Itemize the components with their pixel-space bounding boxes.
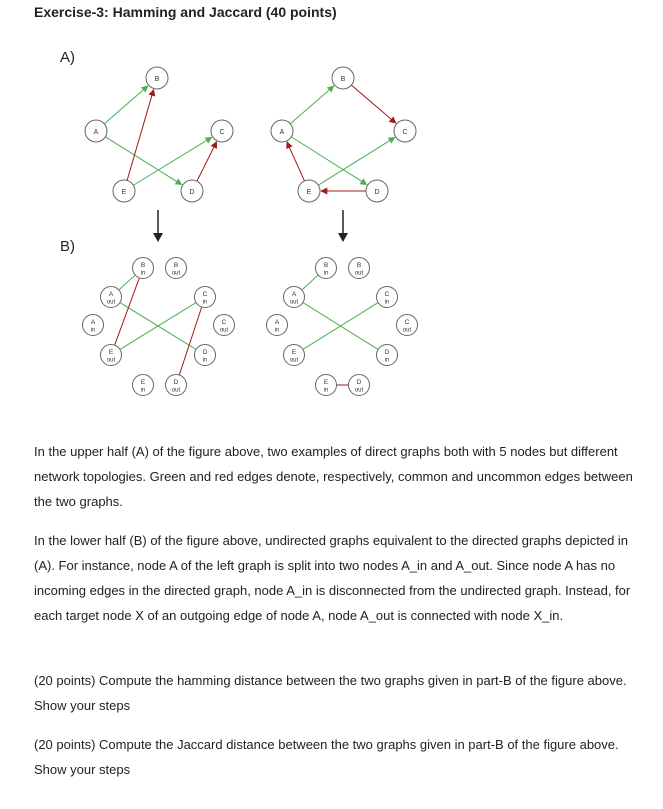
paragraph-undirected: In the lower half (B) of the figure above, undirected graphs equivalent to the directed graphs depicted in (A). For instance, node A of the left graph is split into two nodes A_in and A_out. Since node A has no incoming edges in the directed graph, node A_in is disconnected from the undirected graph. Instead, for each target node X of an outgoing edge of node A, node A_out is connected with node X_in. xyxy=(34,533,631,623)
node-e-label: E xyxy=(121,189,127,196)
edge-aout-bin-common xyxy=(302,275,318,290)
node-ein-port: in xyxy=(140,387,146,394)
node-aout-port: out xyxy=(106,299,116,306)
node-ain-port: in xyxy=(90,327,96,334)
node-aout xyxy=(284,287,305,308)
node-din-letter: D xyxy=(384,349,390,356)
paragraph-jaccard-question: (20 points) Compute the Jaccard distance between the two graphs given in part-B of the figure above. Show your steps xyxy=(34,737,619,777)
node-cin-letter: C xyxy=(384,291,390,298)
node-aout-letter: A xyxy=(108,291,114,298)
node-bout-letter: B xyxy=(173,262,179,269)
node-cout xyxy=(214,315,235,336)
node-din-port: in xyxy=(202,357,208,364)
node-ein-port: in xyxy=(323,387,329,394)
node-ain-port: in xyxy=(274,327,280,334)
section-b-label: B) xyxy=(60,238,75,255)
node-bout-port: out xyxy=(171,270,181,277)
node-aout-letter: A xyxy=(291,291,297,298)
node-bout xyxy=(166,258,187,279)
edge-e-to-a-uncommon xyxy=(287,142,305,181)
node-c-label: C xyxy=(402,129,408,136)
node-bin xyxy=(133,258,154,279)
node-bout-port: out xyxy=(354,270,364,277)
node-bout-letter: B xyxy=(356,262,362,269)
node-dout xyxy=(349,375,370,396)
node-cout xyxy=(397,315,418,336)
node-dout-port: out xyxy=(354,387,364,394)
section-a-label: A) xyxy=(60,49,75,66)
node-din xyxy=(195,345,216,366)
node-e xyxy=(298,180,320,202)
node-eout xyxy=(284,345,305,366)
node-dout-letter: D xyxy=(356,379,362,386)
node-cin xyxy=(377,287,398,308)
node-bin-letter: B xyxy=(140,262,146,269)
node-cout-letter: C xyxy=(221,319,227,326)
node-din-letter: D xyxy=(202,349,208,356)
node-b xyxy=(332,67,354,89)
node-dout xyxy=(166,375,187,396)
node-ain xyxy=(267,315,288,336)
node-bout xyxy=(349,258,370,279)
node-ein-letter: E xyxy=(323,379,329,386)
node-eout-letter: E xyxy=(108,349,114,356)
node-din xyxy=(377,345,398,366)
node-d-label: D xyxy=(374,189,380,196)
node-eout xyxy=(101,345,122,366)
node-eout-letter: E xyxy=(291,349,297,356)
edge-e-to-b-uncommon xyxy=(127,90,154,181)
node-a-label: A xyxy=(279,129,285,136)
edge-d-to-c-uncommon xyxy=(197,142,217,181)
node-bin-port: in xyxy=(323,270,329,277)
directed-graph-left xyxy=(85,67,233,202)
node-ein xyxy=(316,375,337,396)
edge-a-to-d-common xyxy=(105,137,181,185)
node-ein xyxy=(133,375,154,396)
node-cin-port: in xyxy=(384,299,390,306)
node-d-label: D xyxy=(189,189,195,196)
undirected-graph-left xyxy=(83,258,235,396)
paragraph-intro: In the upper half (A) of the figure above, two examples of direct graphs both with 5 nodes but different network topologies. Green and red edges denote, respectively, common and uncommon edges between the two graphs. xyxy=(34,444,633,509)
node-cout-port: out xyxy=(219,327,229,334)
node-bin-port: in xyxy=(140,270,146,277)
node-din-port: in xyxy=(384,357,390,364)
down-arrow-left xyxy=(153,210,163,242)
node-dout-letter: D xyxy=(173,379,179,386)
node-a xyxy=(271,120,293,142)
paragraph-hamming-question: (20 points) Compute the hamming distance between the two graphs given in part-B of the figure above. Show your steps xyxy=(34,673,627,713)
edge-a-to-b-common xyxy=(104,86,148,124)
node-aout-port: out xyxy=(289,299,299,306)
node-cin xyxy=(195,287,216,308)
node-e xyxy=(113,180,135,202)
down-arrow-right xyxy=(338,210,348,242)
node-bin-letter: B xyxy=(323,262,329,269)
undirected-graph-right xyxy=(267,258,418,396)
edge-b-to-c-uncommon xyxy=(351,85,396,123)
node-b-label: B xyxy=(154,76,160,83)
node-c xyxy=(211,120,233,142)
node-ain-letter: A xyxy=(274,319,280,326)
node-eout-port: out xyxy=(289,357,299,364)
node-a-label: A xyxy=(93,129,99,136)
node-d xyxy=(181,180,203,202)
node-c-label: C xyxy=(219,129,225,136)
node-c xyxy=(394,120,416,142)
node-cin-letter: C xyxy=(202,291,208,298)
node-d xyxy=(366,180,388,202)
edge-a-to-b-common xyxy=(290,86,334,124)
node-b-label: B xyxy=(340,76,346,83)
node-b xyxy=(146,67,168,89)
node-cout-letter: C xyxy=(404,319,410,326)
node-a xyxy=(85,120,107,142)
node-cin-port: in xyxy=(202,299,208,306)
node-ain-letter: A xyxy=(90,319,96,326)
exercise-title: Exercise-3: Hamming and Jaccard (40 points) xyxy=(34,4,337,20)
edge-aout-bin-common xyxy=(119,275,135,290)
node-aout xyxy=(101,287,122,308)
node-ein-letter: E xyxy=(140,379,146,386)
node-dout-port: out xyxy=(171,387,181,394)
node-ain xyxy=(83,315,104,336)
node-cout-port: out xyxy=(402,327,412,334)
node-eout-port: out xyxy=(106,357,116,364)
node-e-label: E xyxy=(306,189,312,196)
node-bin xyxy=(316,258,337,279)
directed-graph-right xyxy=(271,67,416,202)
edge-eout-bin-uncommon xyxy=(115,278,140,345)
